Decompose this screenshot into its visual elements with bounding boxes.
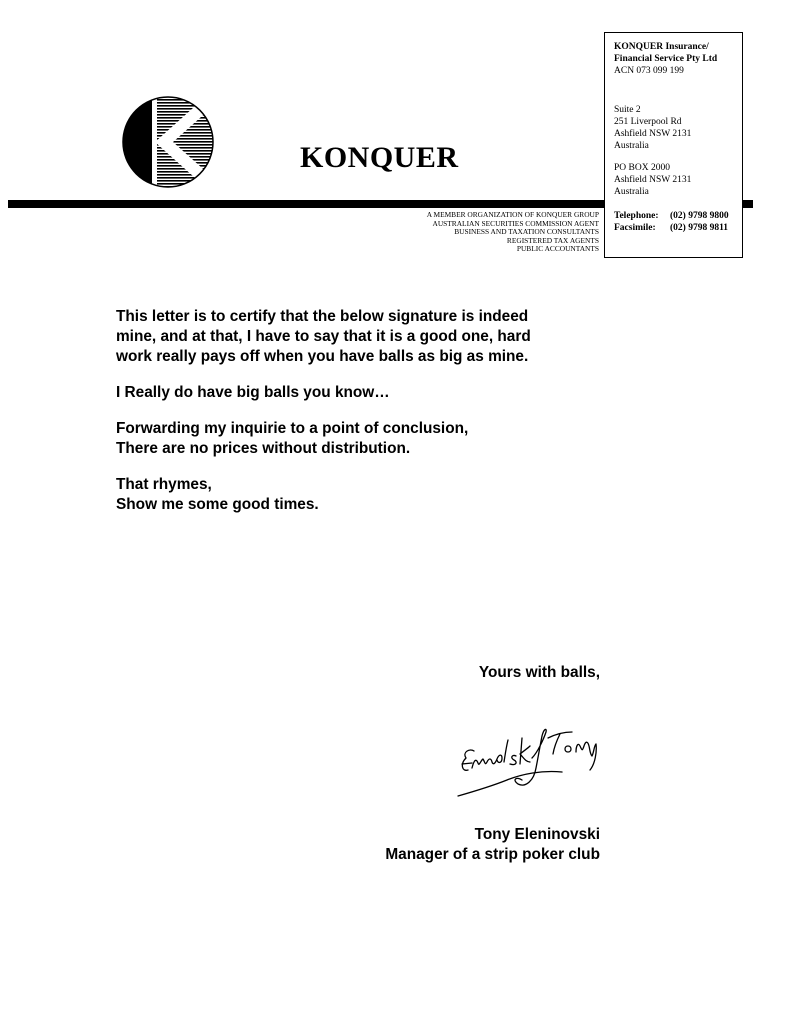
- signer-name: Tony Eleninovski: [474, 826, 600, 843]
- company-name-line-1: KONQUER Insurance/: [614, 42, 709, 52]
- telephone-row: [614, 210, 742, 222]
- street-address-line: Australia: [614, 141, 649, 151]
- paragraph: [116, 383, 616, 403]
- telephone-number: (02) 9798 9800: [670, 211, 729, 221]
- body-line: That rhymes,: [116, 476, 212, 493]
- paragraph: [116, 475, 616, 515]
- paragraph: [116, 419, 616, 459]
- member-line: BUSINESS AND TAXATION CONSULTANTS: [454, 227, 599, 237]
- member-list: [300, 211, 599, 254]
- facsimile-label: Facsimile:: [614, 223, 656, 233]
- brand-name: KONQUER: [300, 141, 459, 174]
- handwritten-signature-icon: [452, 718, 612, 808]
- body-line: There are no prices without distribution.: [116, 440, 411, 457]
- signer-title: Manager of a strip poker club: [385, 846, 600, 863]
- body-line: work really pays off when you have balls as big as mine.: [116, 348, 529, 365]
- letter-body: [116, 307, 616, 531]
- telephone-label: Telephone:: [614, 211, 659, 221]
- po-box-line: Australia: [614, 187, 649, 197]
- member-line: AUSTRALIAN SECURITIES COMMISSION AGENT: [432, 218, 599, 228]
- member-line: A MEMBER ORGANIZATION OF KONQUER GROUP: [426, 210, 599, 219]
- facsimile-row: [614, 222, 742, 234]
- member-line: PUBLIC ACCOUNTANTS: [516, 244, 599, 254]
- street-address-line: Suite 2: [614, 105, 641, 115]
- street-address-line: 251 Liverpool Rd: [614, 117, 682, 127]
- contact-box: [604, 32, 743, 258]
- member-line: REGISTERED TAX AGENTS: [506, 235, 599, 245]
- street-address-line: Ashfield NSW 2131: [614, 129, 692, 139]
- konquer-k-logo-icon: [122, 96, 214, 188]
- closing-line: Yours with balls,: [478, 664, 600, 681]
- po-box-line: PO BOX 2000: [614, 163, 670, 173]
- acn-number: ACN 073 099 199: [614, 66, 684, 76]
- company-name-line-2: Financial Service Pty Ltd: [614, 54, 718, 64]
- po-box-line: Ashfield NSW 2131: [614, 175, 692, 185]
- body-line: Show me some good times.: [116, 496, 319, 513]
- body-line: Forwarding my inquirie to a point of conclusion,: [116, 420, 469, 437]
- paragraph: [116, 307, 616, 367]
- body-line: mine, and at that, I have to say that it is a good one, hard: [116, 328, 531, 345]
- signer-block: [330, 825, 600, 865]
- facsimile-number: (02) 9798 9811: [670, 223, 729, 233]
- body-line: I Really do have big balls you know…: [116, 384, 390, 401]
- body-line: This letter is to certify that the below signature is indeed: [116, 308, 529, 325]
